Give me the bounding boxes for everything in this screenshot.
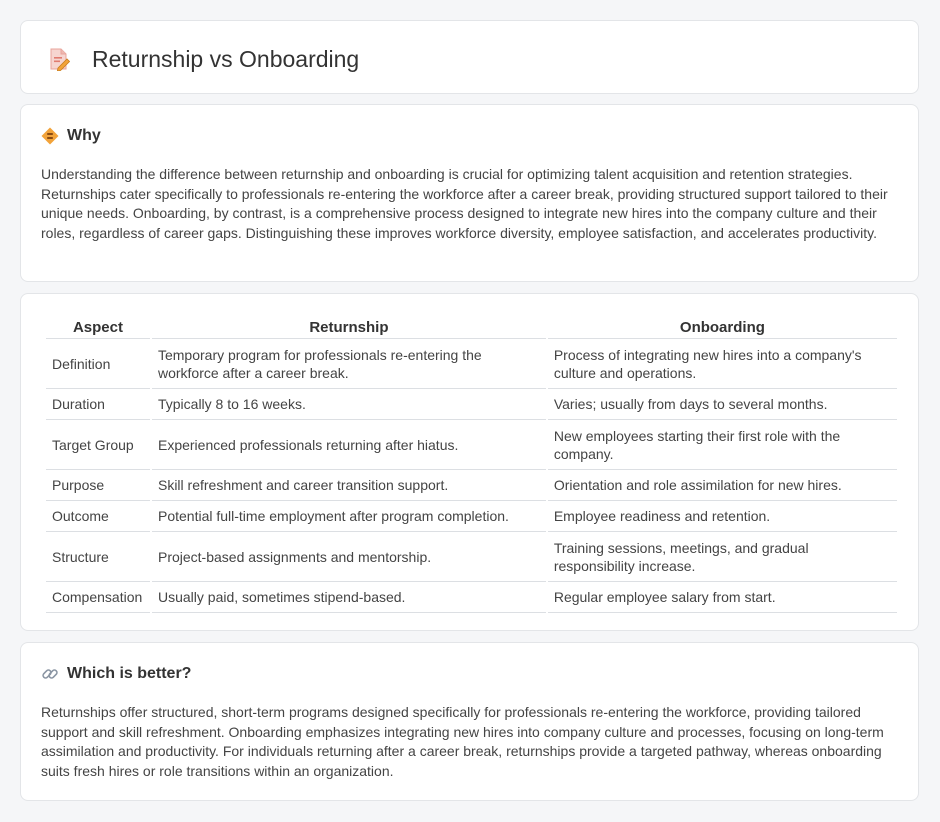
document-pencil-icon [48,47,70,71]
returnship-cell: Temporary program for professionals re-entering the workforce after a career break. [152,339,546,389]
column-header-returnship: Returnship [152,317,546,339]
aspect-cell: Structure [46,532,150,582]
column-header-aspect: Aspect [46,317,150,339]
returnship-cell: Typically 8 to 16 weeks. [152,389,546,420]
onboarding-cell: Process of integrating new hires into a company's culture and operations. [548,339,897,389]
column-header-onboarding: Onboarding [548,317,897,339]
onboarding-cell: Regular employee salary from start. [548,582,897,613]
onboarding-cell: Varies; usually from days to several months. [548,389,897,420]
header-card [20,20,919,94]
better-heading [41,665,191,683]
aspect-cell: Outcome [46,501,150,532]
onboarding-cell: New employees starting their first role with the company. [548,420,897,470]
table-row [46,532,897,582]
table-row [46,582,897,613]
returnship-cell: Project-based assignments and mentorship. [152,532,546,582]
why-heading [41,127,101,145]
returnship-cell: Usually paid, sometimes stipend-based. [152,582,546,613]
returnship-cell: Skill refreshment and career transition support. [152,470,546,501]
page-title: Returnship vs Onboarding [92,46,360,72]
why-heading-text: Why [67,127,101,144]
aspect-cell: Definition [46,339,150,389]
better-heading-text: Which is better? [67,665,192,682]
onboarding-cell: Training sessions, meetings, and gradual responsibility increase. [548,532,897,582]
onboarding-cell: Orientation and role assimilation for new hires. [548,470,897,501]
diamond-signpost-icon [41,127,59,145]
table-row [46,339,897,389]
onboarding-cell: Employee readiness and retention. [548,501,897,532]
returnship-cell: Experienced professionals returning after hiatus. [152,420,546,470]
aspect-cell: Target Group [46,420,150,470]
why-body: Understanding the difference between returnship and onboarding is crucial for optimizing talent acquisition and retention strategies. Returnships cater specifically to professionals re-entering the workforce after a career break, providing structured support tailored to their unique needs. Onboarding, by contrast, is a comprehensive process designed to integrate new hires into the company culture and their roles, regardless of career gaps. Distinguishing these improves workforce diversity, employee satisfaction, and accelerates productivity. [41,166,888,241]
comparison-table [44,317,899,613]
aspect-cell: Compensation [46,582,150,613]
link-icon [41,665,59,683]
returnship-cell: Potential full-time employment after program completion. [152,501,546,532]
which-is-better-section [20,642,919,801]
why-section [20,104,919,282]
better-body: Returnships offer structured, short-term programs designed specifically for professionals re-entering the workforce, providing tailored support and skill refreshment. Onboarding emphasizes integrating new hires into company culture and processes, focusing on long-term assimilation and productivity. For individuals returning after a career break, returnships provide a targeted pathway, whereas onboarding suits fresh hires or role transitions within an organization. [41,704,884,779]
table-row [46,389,897,420]
aspect-cell: Purpose [46,470,150,501]
aspect-cell: Duration [46,389,150,420]
table-header-row [46,317,897,339]
comparison-card [20,293,919,631]
table-row [46,501,897,532]
table-row [46,420,897,470]
table-row [46,470,897,501]
